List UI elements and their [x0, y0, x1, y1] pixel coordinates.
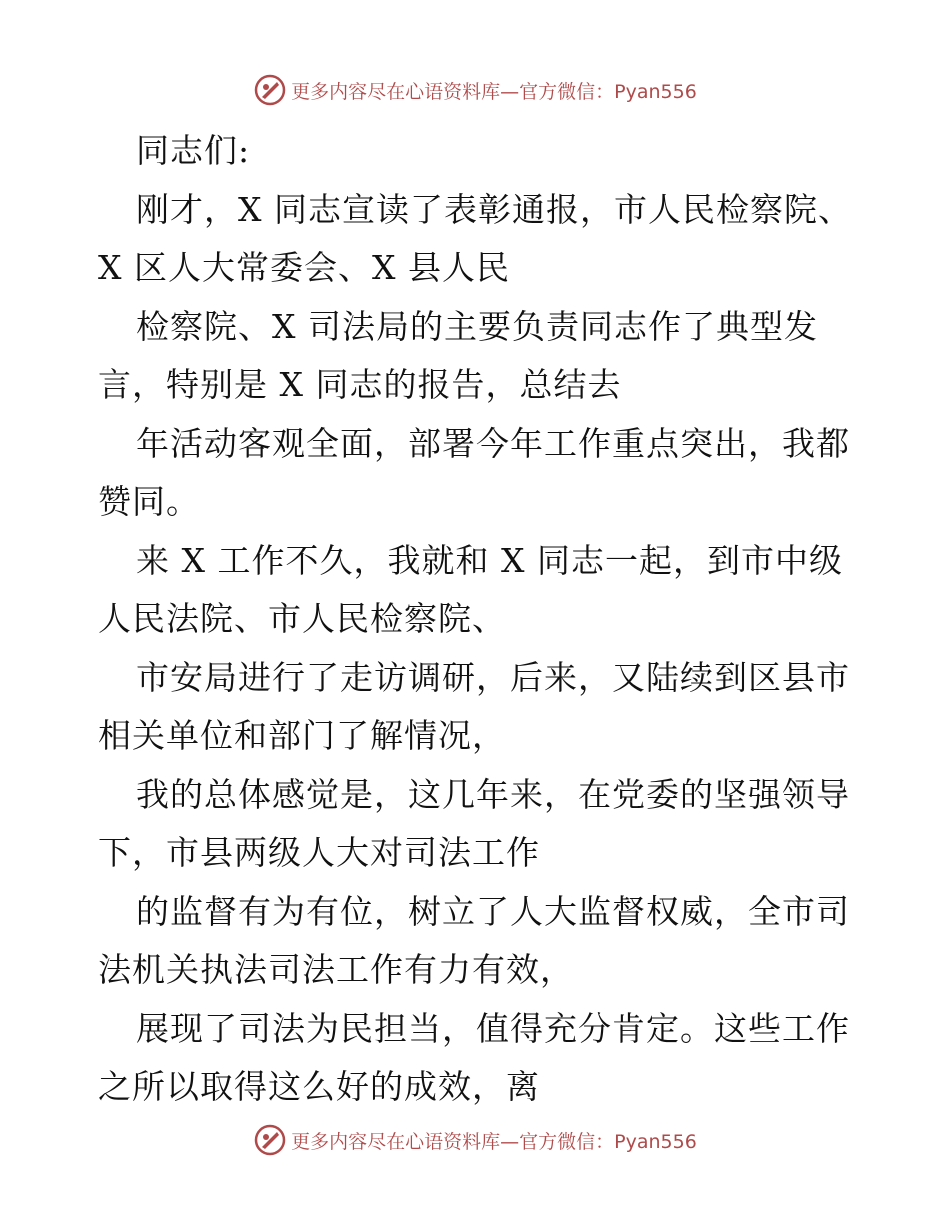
paragraph-line: X 区人大常委会、X 县人民 — [98, 248, 510, 287]
paragraph-line: 市安局进行了走访调研，后来，又陆续到区县市 — [136, 657, 850, 697]
watermark-text: 更多内容尽在心语资料库—官方微信：Pyan556 — [291, 80, 697, 103]
paragraph-line: 刚才，X 同志宣读了表彰通报，市人民检察院、 — [136, 189, 852, 229]
paragraph-line: 同志们: — [136, 131, 251, 170]
paragraph-line: 检察院、X 司法局的主要负责同志作了典型发 — [136, 306, 818, 346]
document-body — [98, 122, 858, 1117]
paragraph-line: 展现了司法为民担当，值得充分肯定。这些工作 — [136, 1008, 850, 1048]
paragraph-line: 相关单位和部门了解情况， — [98, 716, 506, 755]
watermark-text: 更多内容尽在心语资料库—官方微信：Pyan556 — [291, 1130, 697, 1153]
paragraph-line: 来 X 工作不久，我就和 X 同志一起，到市中级 — [136, 540, 843, 580]
paragraph-line: 年活动客观全面，部署今年工作重点突出，我都 — [136, 423, 850, 463]
footer-watermark — [0, 1120, 950, 1160]
paragraph-line: 人民法院、市人民检察院、 — [98, 599, 506, 638]
paragraph-line: 言，特别是 X 同志的报告，总结去 — [98, 365, 622, 404]
header-watermark — [0, 70, 950, 110]
paragraph-line: 我的总体感觉是，这几年来，在党委的坚强领导 — [136, 774, 850, 814]
paragraph-line: 之所以取得这么好的成效，离 — [98, 1067, 540, 1106]
paragraph-line: 法机关执法司法工作有力有效， — [98, 950, 574, 989]
paragraph-line: 赞同。 — [98, 482, 200, 521]
quill-seal-icon — [253, 1123, 287, 1157]
paragraph-line: 下，市县两级人大对司法工作 — [98, 833, 540, 872]
quill-seal-icon — [253, 73, 287, 107]
paragraph-line: 的监督有为有位，树立了人大监督权威，全市司 — [136, 891, 850, 931]
